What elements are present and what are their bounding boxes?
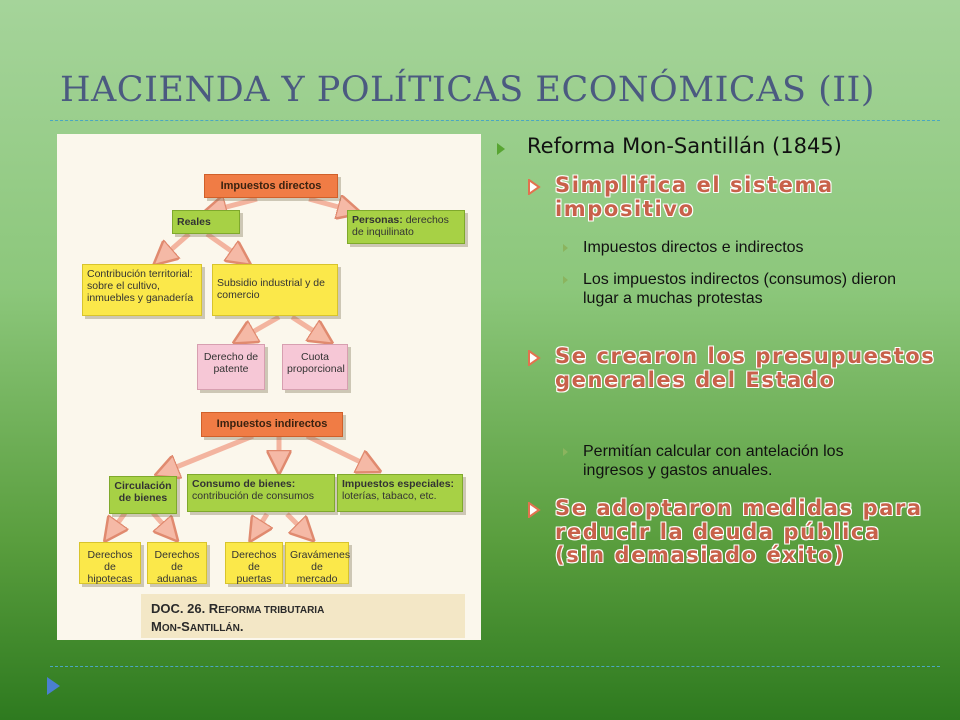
next-slide-icon[interactable]	[47, 677, 60, 695]
item-permitian-calcular: Permitían calcular con antelación los ingresos y gastos anuales.	[563, 442, 908, 480]
tax-reform-figure	[57, 134, 481, 640]
box-consumo-bienes: Consumo de bienes: contribución de consumos	[187, 474, 335, 512]
box-personas: Personas: derechos de inquilinato	[347, 210, 465, 244]
box-reales: Reales	[172, 210, 240, 234]
bullet-presupuestos: Se crearon los presupuestos generales del Estado	[527, 345, 937, 392]
box-contribucion-territorial: Contribución territorial: sobre el cultivo, inmuebles y ganadería	[82, 264, 202, 316]
box-derechos-hipotecas: Derechos de hipotecas	[79, 542, 141, 584]
title-divider	[50, 120, 940, 121]
bullet-triangle-icon	[497, 143, 505, 155]
small-bullet-icon	[563, 276, 568, 284]
slide-title: HACIENDA Y POLÍTICAS ECONÓMICAS (II)	[60, 70, 876, 110]
footer-divider	[50, 666, 940, 667]
bullet-deuda-publica: Se adoptaron medidas para reducir la deuda pública (sin demasiado éxito)	[527, 497, 937, 568]
box-impuestos-directos: Impuestos directos	[204, 174, 338, 198]
box-subsidio-industrial: Subsidio industrial y de comercio	[212, 264, 338, 316]
box-circulacion-bienes: Circulación de bienes	[109, 476, 177, 514]
box-impuestos-indirectos: Impuestos indirectos	[201, 412, 343, 437]
arrow-bullet-icon	[527, 502, 541, 518]
box-derecho-patente: Derecho de patente	[197, 344, 265, 390]
item-impuestos-directos-indirectos: Impuestos directos e indirectos	[563, 238, 908, 257]
arrow-bullet-icon	[527, 350, 541, 366]
small-bullet-icon	[563, 244, 568, 252]
item-impuestos-indirectos-protestas: Los impuestos indirectos (consumos) dieron lugar a muchas protestas	[563, 270, 908, 308]
box-derechos-puertas: Derechos de puertas	[225, 542, 283, 584]
figure-caption: DOC. 26. REFORMA TRIBUTARIA MON-SANTILLÁN.	[141, 594, 465, 638]
box-gravamenes-mercado: Gravámenes de mercado	[285, 542, 349, 584]
bullet-simplifica: Simplifica el sistema impositivo	[527, 174, 937, 221]
box-impuestos-especiales: Impuestos especiales: loterías, tabaco, etc.	[337, 474, 463, 512]
arrow-bullet-icon	[527, 179, 541, 195]
box-cuota-proporcional: Cuota proporcional	[282, 344, 348, 390]
box-derechos-aduanas: Derechos de aduanas	[147, 542, 207, 584]
bullet-reforma: Reforma Mon-Santillán (1845)	[497, 134, 842, 158]
small-bullet-icon	[563, 448, 568, 456]
